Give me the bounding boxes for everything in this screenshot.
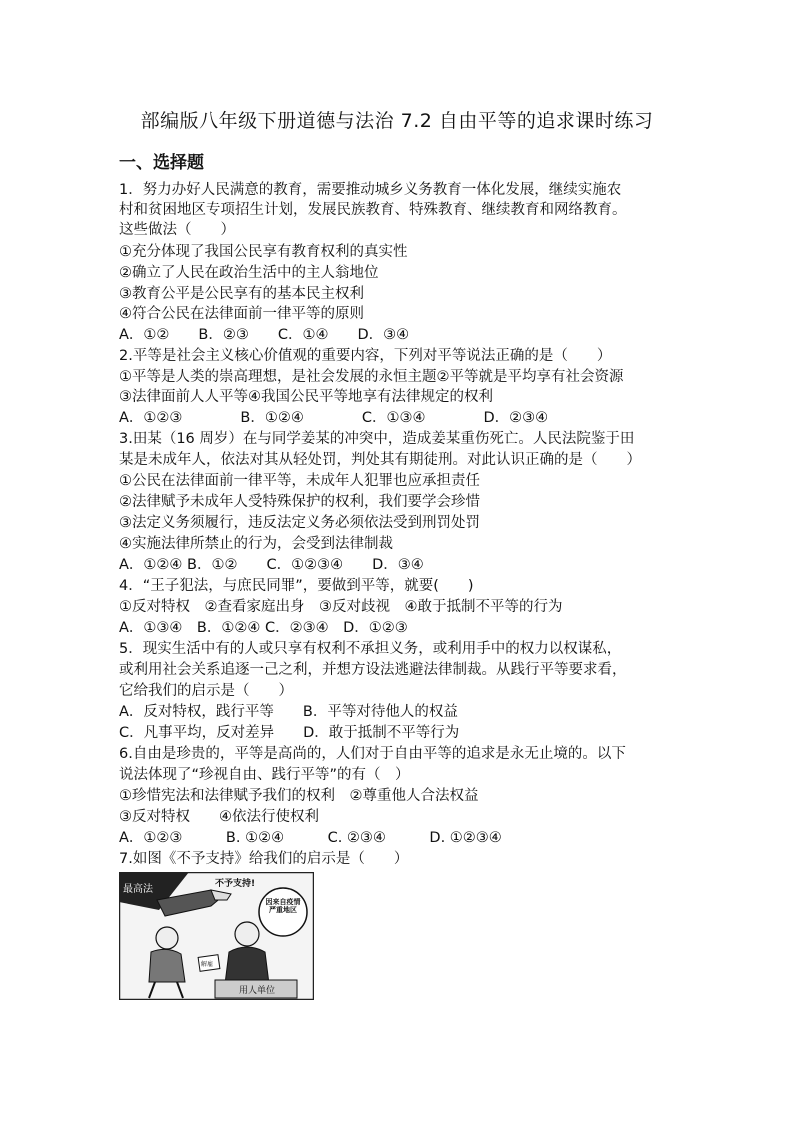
page-title: 部编版八年级下册道德与法治 7.2 自由平等的追求课时练习 <box>140 110 654 132</box>
q1-option: ④符合公民在法律面前一律平等的原则 <box>119 306 364 322</box>
q1-answers: A．①② B．②③ C．①④ D．③④ <box>119 327 410 343</box>
cartoon-paper: 解雇 <box>201 961 214 968</box>
q1-option: ③教育公平是公民享有的基本民主权利 <box>119 286 364 302</box>
q6-answers: A．①②③ B. ①②④ C. ②③④ D. ①②③④ <box>119 830 502 846</box>
q1-line: 1．努力办好人民满意的教育，需要推动城乡义务教育一体化发展，继续实施农 <box>119 182 622 198</box>
cartoon-sign: 用人单位 <box>239 986 276 996</box>
q3-line: 3.田某（16 周岁）在与同学姜某的冲突中，造成姜某重伤死亡。人民法院鉴于田 <box>119 431 635 447</box>
q1-option: ①充分体现了我国公民享有教育权利的真实性 <box>119 244 408 260</box>
q2-answers: A．①②③ B．①②④ C．①③④ D．②③④ <box>119 410 549 426</box>
q1-line: 村和贫困地区专项招生计划，发展民族教育、特殊教育、继续教育和网络教育。 <box>119 202 627 218</box>
q5-answers: C．凡事平均，反对差异 D．敢于抵制不平等行为 <box>119 725 460 741</box>
q3-option: ④实施法律所禁止的行为，会受到法律制裁 <box>119 536 393 552</box>
cartoon-image <box>119 872 314 1000</box>
cartoon-court-label: 最高法 <box>123 884 153 895</box>
q4-line: 4．“王子犯法，与庶民同罪”，要做到平等，就要( ) <box>119 578 474 594</box>
q6-option: ①珍惜宪法和法律赋予我们的权利 ②尊重他人合法权益 <box>119 788 479 804</box>
q2-line: 2.平等是社会主义核心价值观的重要内容，下列对平等说法正确的是（ ） <box>119 348 612 364</box>
cartoon-badge-text: 因来自疫情严重地区 <box>265 898 301 914</box>
q6-line: 6.自由是珍贵的，平等是高尚的，人们对于自由平等的追求是永无止境的。以下 <box>119 746 626 762</box>
q6-option: ③反对特权 ④依法行使权利 <box>119 809 319 825</box>
q3-option: ②法律赋予未成年人受特殊保护的权利，我们要学会珍惜 <box>119 494 480 510</box>
q4-option: ①反对特权 ②查看家庭出身 ③反对歧视 ④敢于抵制不平等的行为 <box>119 599 563 615</box>
q6-line: 说法体现了“珍视自由、践行平等”的有（ ） <box>119 767 410 783</box>
q3-option: ③法定义务须履行，违反法定义务必须依法受到刑罚处罚 <box>119 515 480 531</box>
q5-line: 它给我们的启示是（ ） <box>119 683 293 699</box>
q5-answers: A．反对特权，践行平等 B．平等对待他人的权益 <box>119 704 458 720</box>
section-heading: 一、选择题 <box>119 153 204 173</box>
q3-option: ①公民在法律面前一律平等，未成年人犯罪也应承担责任 <box>119 473 480 489</box>
q3-line: 某是未成年人，依法对其从轻处罚，判处其有期徒刑。对此认识正确的是（ ） <box>119 452 641 468</box>
q1-line: 这些做法（ ） <box>119 222 235 238</box>
q5-line: 或利用社会关系追逐一己之利，并想方设法逃避法律制裁。从践行平等要求看， <box>119 662 627 678</box>
cartoon-speech: 不予支持! <box>215 879 256 889</box>
q7-line: 7.如图《不予支持》给我们的启示是（ ） <box>119 851 409 867</box>
q5-line: 5．现实生活中有的人或只享有权利不承担义务，或利用手中的权力以权谋私， <box>119 641 622 657</box>
q2-option: ③法律面前人人平等④我国公民平等地享有法律规定的权利 <box>119 389 493 405</box>
q2-option: ①平等是人类的崇高理想，是社会发展的永恒主题②平等就是平均享有社会资源 <box>119 369 624 385</box>
q4-answers: A．①③④ B．①②④ C．②③④ D．①②③ <box>119 620 408 636</box>
q1-option: ②确立了人民在政治生活中的主人翁地位 <box>119 265 379 281</box>
q3-answers: A．①②④ B．①② C．①②③④ D．③④ <box>119 557 424 573</box>
